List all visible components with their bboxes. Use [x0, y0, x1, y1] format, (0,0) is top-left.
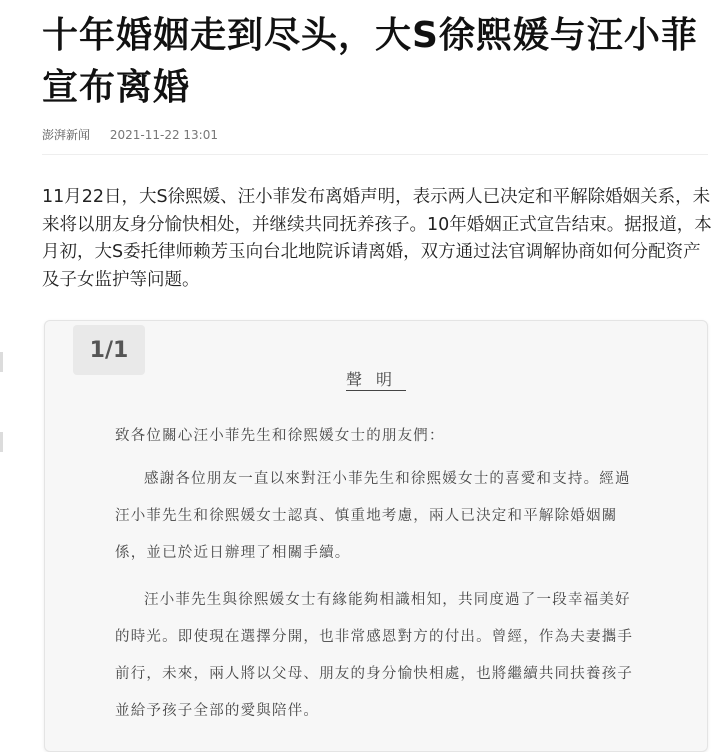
statement-paragraph: 汪小菲先生與徐熙媛女士有緣能夠相識相知，共同度過了一段幸福美好的時光。即使現在選擇分開，也非常感恩對方的付出。曾經，作為夫妻攜手前行，未來，兩人將以父母、朋友的身分愉快相處，也將繼續共同扶養孩子並給予孩子全部的愛與陪伴。 [115, 592, 634, 719]
statement-paragraph: 感謝各位朋友一直以來對汪小菲先生和徐熙媛女士的喜愛和支持。經過汪小菲先生和徐熙媛女士認真、慎重地考慮，兩人已決定和平解除婚姻關係，並已於近日辦理了相關手續。 [115, 471, 631, 561]
article-meta [42, 126, 218, 143]
statement-title [45, 367, 707, 390]
statement-image[interactable] [44, 320, 708, 752]
article-datetime: 2021-11-22 13:01 [109, 128, 218, 142]
article-title: 十年婚姻走到尽头，大S徐熙媛与汪小菲宣布离婚 [42, 15, 698, 108]
left-edge-marker [0, 432, 3, 452]
page-indicator: 1/1 [73, 325, 145, 375]
statement-body [115, 421, 643, 740]
meta-divider [42, 154, 708, 155]
statement-greeting: 致各位關心汪小菲先生和徐熙媛女士的朋友們： [115, 428, 445, 444]
left-edge-marker [0, 352, 3, 372]
statement-title-text: 聲明 [345, 370, 406, 389]
article-source[interactable]: 澎湃新闻 [42, 128, 91, 142]
article-lead-paragraph: 11月22日，大S徐熙媛、汪小菲发布离婚声明，表示两人已决定和平解除婚姻关系，未来将以朋友身分愉快相处，并继续共同抚养孩子。10年婚姻正式宣告结束。据报道，本月初，大S委托律师赖芳玉向台北地院诉请离婚，双方通过法官调解协商如何分配资产及子女监护等问题。 [42, 187, 712, 290]
